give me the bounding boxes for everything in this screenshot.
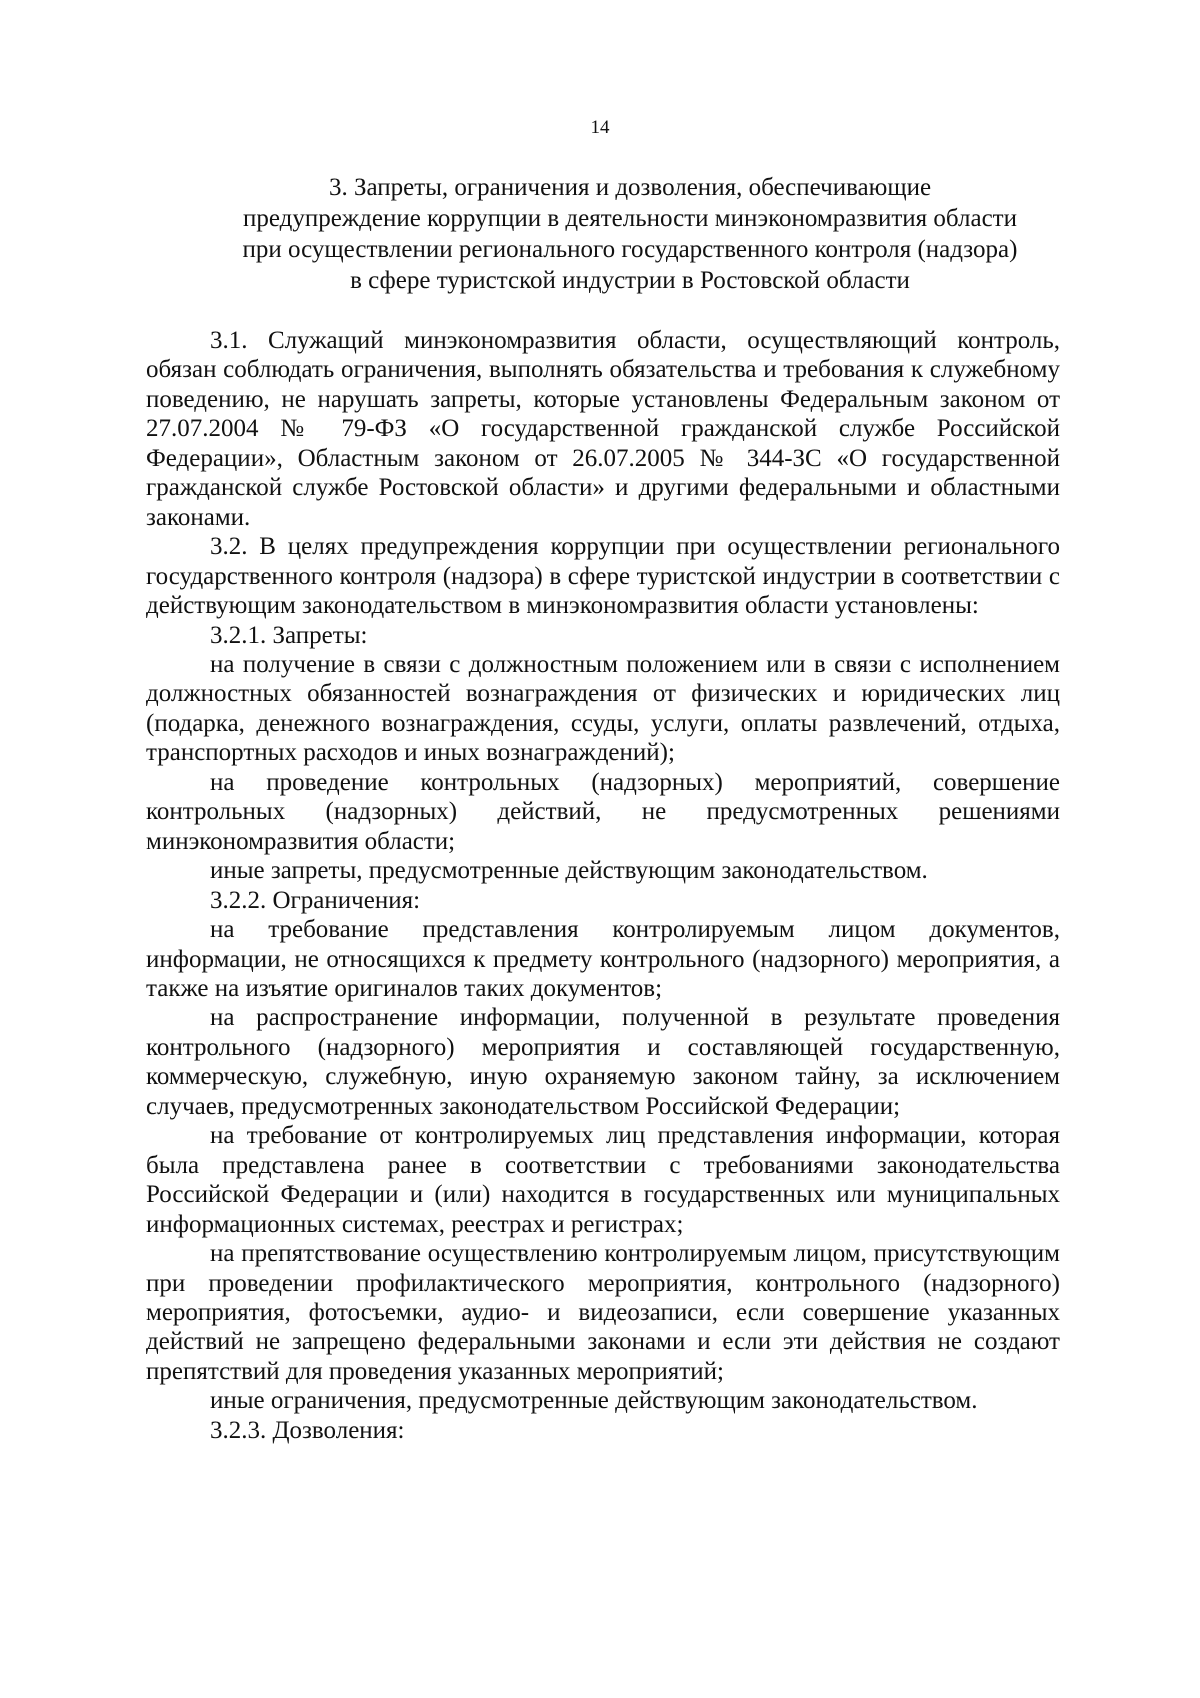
subsection-title-prohibitions: 3.2.1. Запреты: xyxy=(210,621,368,649)
restriction-item: на требование представления контролируемым лицом документов, информации, не относящихся к предмету контрольного (надзорного) мероприятия, а также на изъятие оригиналов таких документов; xyxy=(146,916,1060,1002)
paragraph-3-2: 3.2. В целях предупреждения коррупции при осуществлении регионального государственного контроля (надзора) в сфере туристской индустрии в соответствии с действующим законодательством в минэкономразвития области установлены: xyxy=(146,533,1060,620)
restriction-item: на распространение информации, полученной в результате проведения контрольного (надзорного) мероприятия и составляющей государственную, коммерческую, служебную, иную охраняемую законом тайну, за исключением случаев, предусмотренных законодательством Российской Федерации; xyxy=(146,1004,1060,1120)
section-heading-line: предупреждение коррупции в деятельности минэкономразвития области xyxy=(243,205,1017,232)
section-heading-line: в сфере туристской индустрии в Ростовской области xyxy=(350,267,910,294)
paragraph-3-1: 3.1. Служащий минэкономразвития области, осуществляющий контроль, обязан соблюдать ограничения, выполнять обязательства и требования к служебному поведению, не нарушать запреты, которые установлены Федеральным законом от 27.07.2004 № 79-ФЗ «О государственной гражданской службе Российской Федерации», Областным законом от 26.07.2005 № 344-ЗС «О государственной гражданской службе Ростовской области» и другими федеральными и областными законами. xyxy=(146,327,1060,531)
section-heading xyxy=(200,172,1060,296)
prohibition-item: на проведение контрольных (надзорных) мероприятий, совершение контрольных (надзорных) действий, не предусмотренных решениями минэкономразвития области; xyxy=(146,768,1060,855)
restriction-item: на препятствование осуществлению контролируемым лицом, присутствующим при проведении профилактического мероприятия, контрольного (надзорного) мероприятия, фотосъемки, аудио- и видеозаписи, если совершение указанных действий не запрещено федеральными законами и если эти действия не создают препятствий для проведения указанных мероприятий; xyxy=(146,1240,1060,1385)
restriction-item: на требование от контролируемых лиц представления информации, которая была представлена ранее в соответствии с требованиями законодательства Российской Федерации и (или) находится в государственных или муниципальных информационных системах, реестрах и регистрах; xyxy=(146,1122,1060,1238)
subsection-title-restrictions: 3.2.2. Ограничения: xyxy=(210,886,421,914)
section-heading-line: 3. Запреты, ограничения и дозволения, обеспечивающие xyxy=(328,174,932,201)
section-heading-line: при осуществлении регионального государственного контроля (надзора) xyxy=(242,236,1018,263)
page-number: 14 xyxy=(590,117,610,138)
document-body xyxy=(146,326,1060,1445)
restriction-item: иные ограничения, предусмотренные действующим законодательством. xyxy=(210,1387,978,1415)
subsection-title-permissions: 3.2.3. Дозволения: xyxy=(210,1416,405,1444)
prohibition-item: на получение в связи с должностным положением или в связи с исполнением должностных обязанностей вознаграждения от физических и юридических лиц (подарка, денежного вознаграждения, ссуды, услуги, оплаты развлечений, отдыха, транспортных расходов и иных вознаграждений); xyxy=(146,650,1060,767)
prohibition-item: иные запреты, предусмотренные действующим законодательством. xyxy=(210,857,928,885)
